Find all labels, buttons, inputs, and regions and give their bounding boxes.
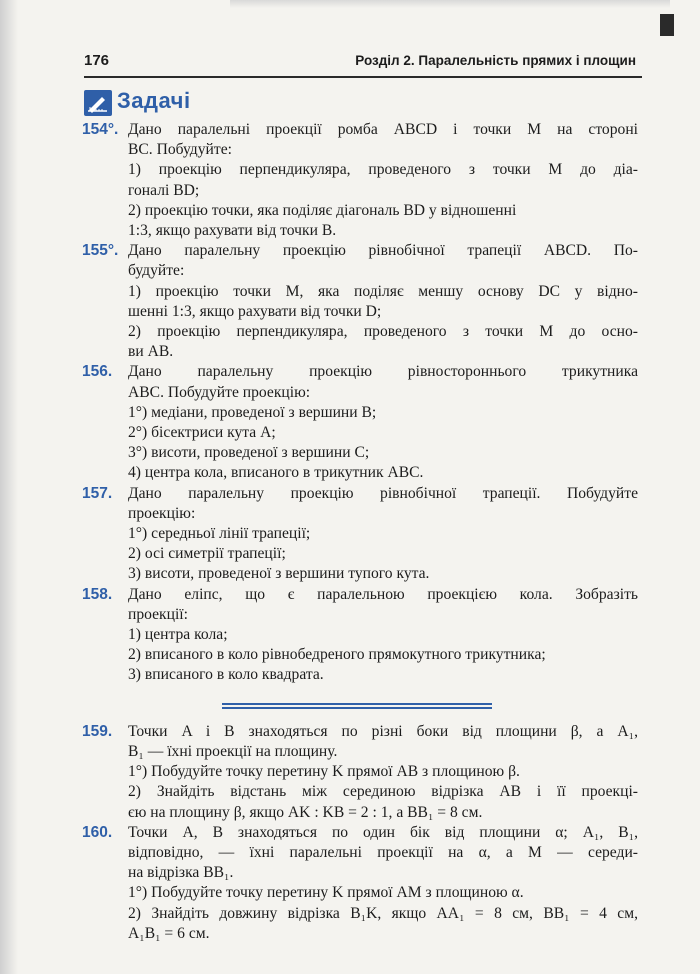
section-title: Задачі xyxy=(117,88,191,113)
problems-group-a xyxy=(82,120,638,686)
running-title: Розділ 2. Паралельність прямих і площин xyxy=(355,53,636,68)
divider-line xyxy=(222,707,492,709)
problem-line: 3) висоти, проведеної з вершини тупого кута. xyxy=(128,565,430,583)
problem-line: 1) центра кола; xyxy=(128,626,228,644)
problem-line: єю на площину β, якщо AK : KB = 2 : 1, а BB₁ = 8 см. xyxy=(128,803,483,821)
problem-line: 1°) Побудуйте точку перетину K прямої AB з площиною β. xyxy=(128,763,520,781)
problem-line: Дано паралельні проекції ромба ABCD і точки M на стороні xyxy=(128,121,638,138)
problem-line: B₁ — їхні проекції на площину. xyxy=(128,742,338,760)
problem-line: 1:3, якщо рахувати від точки B. xyxy=(128,222,337,240)
problem-line: 3) вписаного в коло квадрата. xyxy=(128,666,324,684)
pencil-ruler-icon xyxy=(84,90,112,116)
problem-line: проекцію: xyxy=(128,504,196,522)
section-divider xyxy=(82,686,638,722)
problem-number: 158. xyxy=(82,585,113,603)
problem-line: ABC. Побудуйте проекцію: xyxy=(128,383,311,401)
problem-line: ви AB. xyxy=(128,343,174,361)
problem-line: 2°) бісектриси кута A; xyxy=(128,424,276,442)
problem-line: 4) центра кола, вписаного в трикутник ABC. xyxy=(128,464,424,482)
problem-line: BC. Побудуйте: xyxy=(128,141,232,159)
problem-line: 2) Знайдіть довжину відрізка B₁K, якщо AA₁ = 8 см, BB₁ = 4 см, xyxy=(128,904,638,922)
problem-line: 2) Знайдіть відстань між серединою відрізка AB і її проекці- xyxy=(128,783,638,801)
problem-line: проекції: xyxy=(128,605,188,623)
problem-item xyxy=(82,484,638,585)
page-header xyxy=(84,50,644,74)
problem-item xyxy=(82,585,638,686)
problems-list xyxy=(82,120,638,944)
problem-item xyxy=(82,362,638,483)
section-heading xyxy=(84,90,264,116)
scan-artifact xyxy=(660,14,674,36)
problem-item xyxy=(82,722,638,823)
problem-line: 1°) медіани, проведеної з вершини B; xyxy=(128,403,377,421)
problem-line: Точки A і B знаходяться по різні боки від площини β, а A₁, xyxy=(128,722,638,740)
problem-line: шенні 1:3, якщо рахувати від точки D; xyxy=(128,302,382,320)
problem-number: 160. xyxy=(82,823,113,841)
problem-number: 157. xyxy=(82,484,113,502)
problems-group-b xyxy=(82,722,638,944)
problem-line: на відрізка BB₁. xyxy=(128,864,234,882)
problem-line: 1°) Побудуйте точку перетину K прямої AM з площиною α. xyxy=(128,884,524,902)
problem-line: Точки A, B знаходяться по один бік від площини α; A₁, B₁, xyxy=(128,823,638,841)
problem-item xyxy=(82,120,638,241)
scan-shadow-left xyxy=(0,0,18,974)
problem-line: Дано паралельну проекцію рівнобічної трапеції. Побудуйте xyxy=(128,484,638,502)
problem-line: 2) проекцію точки, яка поділяє діагональ BD у відношенні xyxy=(128,201,517,219)
problem-line: 3°) висоти, проведеної з вершини C; xyxy=(128,444,370,462)
problem-item xyxy=(82,823,638,944)
page-number: 176 xyxy=(84,52,110,69)
problem-line: Дано еліпс, що є паралельною проекцією кола. Зобразіть xyxy=(128,585,638,603)
problem-line: будуйте: xyxy=(128,262,185,280)
header-rule xyxy=(84,76,642,78)
problem-line: 1) проекцію перпендикуляра, проведеного з точки M до діа- xyxy=(128,161,638,179)
problem-line: A₁B₁ = 6 см. xyxy=(128,924,210,942)
problem-line: 2) осі симетрії трапеції; xyxy=(128,545,286,563)
problem-line: 1°) середньої лінії трапеції; xyxy=(128,525,311,543)
problem-line: 2) вписаного в коло рівнобедреного прямокутного трикутника; xyxy=(128,646,546,664)
scan-shadow-top xyxy=(230,0,670,8)
problem-line: 2) проекцію перпендикуляра, проведеного з точки M до осно- xyxy=(128,323,638,341)
problem-line: гоналі BD; xyxy=(128,181,200,199)
problem-number: 155°. xyxy=(82,242,119,260)
problem-line: Дано паралельну проекцію рівностороннього трикутника xyxy=(128,363,638,381)
problem-line: відповідно, — їхні паралельні проекції на α, а M — середи- xyxy=(128,843,638,861)
divider-line xyxy=(222,703,492,705)
problem-item xyxy=(82,241,638,362)
problem-line: 1) проекцію точки M, яка поділяє меншу основу DC у відно- xyxy=(128,282,638,300)
problem-number: 154°. xyxy=(82,121,119,138)
problem-number: 159. xyxy=(82,722,113,740)
problem-number: 156. xyxy=(82,363,113,381)
problem-line: Дано паралельну проекцію рівнобічної трапеції ABCD. По- xyxy=(128,242,638,260)
